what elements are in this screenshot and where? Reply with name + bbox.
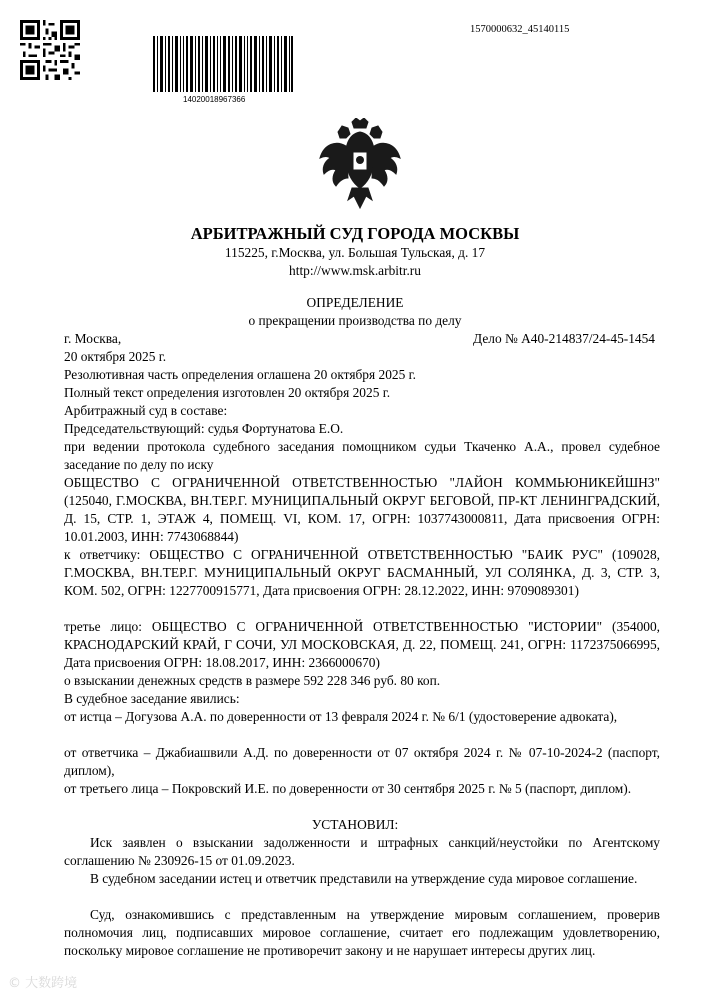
protocol-paragraph: при ведении протокола судебного заседания помощником судьи Ткаченко А.А., провел судебное заседание по делу по иску (64, 439, 660, 472)
fulltext-line: Полный текст определения изготовлен 20 октября 2025 г. (64, 385, 391, 400)
document-title: ОПРЕДЕЛЕНИЕ (306, 295, 404, 310)
document-id: 1570000632_45140115 (470, 24, 570, 35)
document-date: 20 октября 2025 г. (64, 349, 167, 364)
appeared-line: В судебное заседание явились: (64, 691, 240, 706)
court-address: 115225, г.Москва, ул. Большая Тульская, д. 17 (224, 245, 486, 260)
third-party-paragraph: третье лицо: ОБЩЕСТВО С ОГРАНИЧЕННОЙ ОТВЕТСТВЕННОСТЬЮ "ИСТОРИИ" (354000, КРАСНОДАРСКИЙ КРАЙ, Г СОЧИ, УЛ МОСКОВСКАЯ, Д. 22, ПОМЕЩ. 241, ОГРН: 1172375066995, Дата присвоения ОГРН: 18.08.2017, ИНН: 2366000670) (64, 619, 660, 670)
barcode (153, 36, 293, 92)
barcode-number: 14020018967366 (183, 95, 246, 104)
court-website-link[interactable]: http://www.msk.arbitr.ru (289, 263, 421, 278)
claim-line: о взыскании денежных средств в размере 592 228 346 руб. 80 коп. (64, 673, 441, 688)
defendant-paragraph: к ответчику: ОБЩЕСТВО С ОГРАНИЧЕННОЙ ОТВЕТСТВЕННОСТЬЮ "БАИК РУС" (109028, Г.МОСКВА, ВН.ТЕР.Г. МУНИЦИПАЛЬНЫЙ ОКРУГ БАСМАННЫЙ, УЛ СОЛЯНКА, Д. 3, СТР. 3, КОМ. 502, ОГРН: 1227700915771, Дата присвоения ОГРН: 28.12.2022, ИНН: 9709089301) (64, 547, 660, 598)
body-paragraph-3: Суд, ознакомившись с представленным на утверждение мировым соглашением, проверив полномочия лиц, подписавших мировое соглашение, считает его подлежащим удовлетворению, поскольку мировое соглашение не противоречит закону и не нарушает интересы других лиц. (64, 907, 660, 958)
composition-line: Арбитражный суд в составе: (64, 403, 228, 418)
defendant-rep-paragraph: от ответчика – Джабиашвили А.Д. по доверенности от 07 октября 2024 г. № 07-10-2024-2 (паспорт, диплом), (64, 745, 660, 778)
coat-of-arms-icon (318, 118, 402, 210)
resolution-line: Резолютивная часть определения оглашена 20 октября 2025 г. (64, 367, 416, 382)
city: г. Москва, (64, 331, 122, 346)
third-party-rep-paragraph: от третьего лица – Покровский И.Е. по доверенности от 30 сентября 2025 г. № 5 (паспорт, диплом). (64, 781, 632, 796)
plaintiff-rep-paragraph: от истца – Догузова А.А. по доверенности от 13 февраля 2024 г. № 6/1 (удостоверение адвоката), (64, 709, 618, 724)
body-paragraph-1: Иск заявлен о взыскании задолженности и штрафных санкций/неустойки по Агентскому соглашению № 230926-15 от 01.09.2023. (64, 835, 660, 868)
plaintiff-paragraph: ОБЩЕСТВО С ОГРАНИЧЕННОЙ ОТВЕТСТВЕННОСТЬЮ "ЛАЙОН КОММЬЮНИКЕЙШНЗ" (125040, Г.МОСКВА, ВН.ТЕР.Г. МУНИЦИПАЛЬНЫЙ ОКРУГ БЕГОВОЙ, ПР-КТ ЛЕНИНГРАДСКИЙ, Д. 15, СТР. 1, ЭТАЖ 4, ПОМЕЩ. VI, КОМ. 17, ОГРН: 1037743000811, Дата присвоения ОГРН: 10.01.2003, ИНН: 7743068844) (64, 475, 660, 544)
established-heading: УСТАНОВИЛ: (311, 817, 399, 832)
document-subtitle: о прекращении производства по делу (248, 313, 462, 328)
body-paragraph-2: В судебном заседании истец и ответчик представили на утверждение суда мировое соглашение. (90, 871, 638, 886)
case-number: Дело № А40-214837/24-45-1454 (473, 331, 655, 346)
court-name: АРБИТРАЖНЫЙ СУД ГОРОДА МОСКВЫ (190, 224, 520, 243)
watermark: © 大数跨境 (8, 976, 78, 991)
qr-code (20, 20, 80, 80)
chair-line: Председательствующий: судья Фортунатова Е.О. (64, 421, 344, 436)
